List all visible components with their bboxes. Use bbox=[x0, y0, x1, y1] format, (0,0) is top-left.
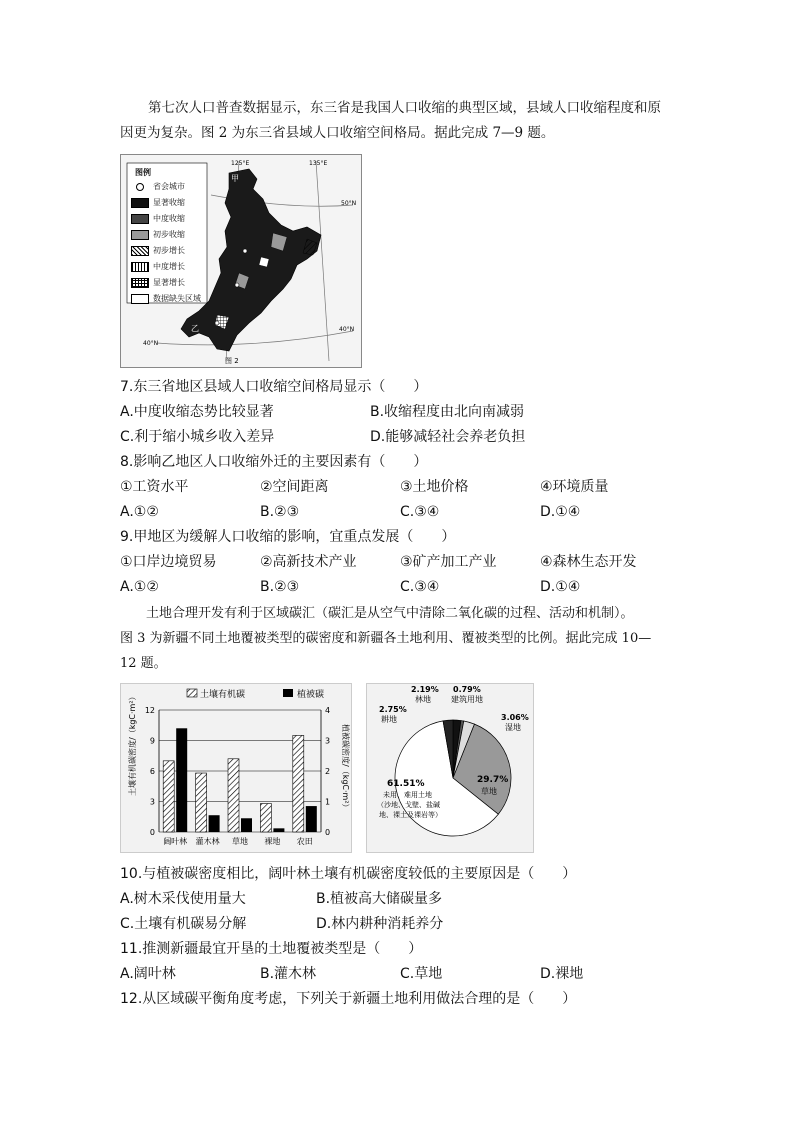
pie-label-crop: 耕地 bbox=[381, 715, 397, 724]
intro-paragraph-2 bbox=[120, 601, 680, 676]
q7-option-a[interactable]: A.中度收缩态势比较显著 bbox=[120, 404, 274, 420]
x-tick-label: 裸地 bbox=[264, 837, 281, 846]
capital-city-marker bbox=[235, 283, 239, 287]
y-tick-label-left: 9 bbox=[149, 736, 155, 746]
bar-soil-carbon bbox=[260, 804, 271, 832]
q9-factor-4: ④森林生态开发 bbox=[540, 554, 637, 570]
legend-swatch-soil-carbon bbox=[187, 689, 197, 697]
capital-city-marker bbox=[243, 249, 247, 253]
q7-option-c[interactable]: C.利于缩小城乡收入差异 bbox=[120, 429, 275, 445]
pie-label-build: 建筑用地 bbox=[451, 695, 483, 704]
q7-option-b[interactable]: B.收缩程度由北向南减弱 bbox=[370, 404, 525, 420]
x-tick-label: 灌木林 bbox=[195, 837, 220, 846]
q8-option-d[interactable]: D.①④ bbox=[540, 504, 581, 520]
intro-paragraph-1 bbox=[120, 96, 680, 146]
q10-option-b[interactable]: B.植被高大储碳量多 bbox=[316, 891, 443, 907]
bar-soil-carbon bbox=[163, 761, 174, 832]
legend-significant-shrink: 显著收缩 bbox=[131, 197, 185, 208]
legend-moderate-growth: 中度增长 bbox=[131, 261, 185, 272]
x-tick-label: 阔叶林 bbox=[163, 837, 188, 846]
legend-swatch-veg-carbon bbox=[283, 689, 293, 697]
x-tick-label: 草地 bbox=[232, 837, 248, 846]
question-9-stem: 9.甲地区为缓解人口收缩的影响，宜重点发展（ ） bbox=[120, 529, 456, 545]
bar-soil-carbon bbox=[196, 773, 207, 832]
q8-option-b[interactable]: B.②③ bbox=[260, 504, 300, 520]
meridian-135 bbox=[316, 161, 329, 361]
lat-label-50: 50°N bbox=[341, 200, 357, 207]
lat-label-40-left: 40°N bbox=[143, 340, 159, 347]
pie-label-unused-3: 地、裸土及裸岩等） bbox=[379, 811, 442, 819]
q9-factor-3: ③矿产加工产业 bbox=[400, 554, 497, 570]
bar-chart-svg bbox=[121, 684, 351, 852]
y-axis-title-left: 土壤有机碳密度/（kgC·m²） bbox=[128, 692, 137, 796]
pie-label-grass: 草地 bbox=[481, 787, 497, 796]
intro-2-line-3: 12 题。 bbox=[120, 656, 167, 671]
pie-label-forest: 林地 bbox=[415, 695, 431, 704]
pie-label-forest-pct: 2.19% bbox=[411, 685, 439, 694]
pie-label-unused-2: （沙地、戈壁、盐碱 bbox=[377, 801, 440, 809]
intro-2-line-2: 图 3 为新疆不同土地覆被类型的碳密度和新疆各土地利用、覆被类型的比例。据此完成 10— bbox=[120, 631, 652, 646]
question-8-stem: 8.影响乙地区人口收缩外迁的主要因素有（ ） bbox=[120, 454, 428, 470]
legend-title: 图例 bbox=[135, 168, 151, 177]
pie-label-unused-pct: 61.51% bbox=[387, 779, 425, 789]
q10-option-c[interactable]: C.土壤有机碳易分解 bbox=[120, 916, 247, 932]
q8-option-c[interactable]: C.③④ bbox=[400, 504, 440, 520]
q11-option-d[interactable]: D.裸地 bbox=[540, 966, 584, 982]
capital-city-marker bbox=[215, 321, 219, 325]
y-axis-title-right: 植被碳密度/（kgC·m²） bbox=[341, 724, 350, 812]
y-tick-label-left: 12 bbox=[144, 706, 155, 715]
question-11-stem: 11.推测新疆最宜开垦的土地覆被类型是（ ） bbox=[120, 941, 423, 957]
bar-veg-carbon bbox=[176, 728, 187, 832]
q9-factor-2: ②高新技术产业 bbox=[260, 554, 357, 570]
pie-chart-svg bbox=[367, 684, 533, 852]
intro-1-line-2: 因更为复杂。图 2 为东三省县域人口收缩空间格局。据此完成 7—9 题。 bbox=[120, 125, 555, 141]
legend-initial-shrink: 初步收缩 bbox=[131, 229, 185, 240]
q9-option-c[interactable]: C.③④ bbox=[400, 579, 440, 595]
q8-factor-4: ④环境质量 bbox=[540, 479, 609, 495]
bar-veg-carbon bbox=[306, 806, 317, 832]
legend-missing-data: 数据缺失区域 bbox=[131, 293, 201, 304]
y-tick-label-left: 3 bbox=[149, 797, 155, 807]
pie-label-wet-pct: 3.06% bbox=[501, 713, 529, 722]
q8-factor-3: ③土地价格 bbox=[400, 479, 469, 495]
q9-option-d[interactable]: D.①④ bbox=[540, 579, 581, 595]
pie-label-unused-1: 未用、难用土地 bbox=[383, 791, 432, 799]
capital-city-icon bbox=[136, 183, 144, 191]
pie-label-crop-pct: 2.75% bbox=[379, 705, 407, 714]
legend-capital-city: 省会城市 bbox=[131, 181, 185, 192]
q11-option-c[interactable]: C.草地 bbox=[400, 966, 443, 982]
bar-soil-carbon bbox=[293, 735, 304, 832]
map-label-yi: 乙 bbox=[191, 324, 199, 333]
y-tick-label-left: 6 bbox=[149, 767, 155, 776]
lon-label-125: 125°E bbox=[231, 160, 250, 167]
y-tick-label-right: 4 bbox=[325, 706, 331, 715]
y-tick-label-left: 0 bbox=[149, 828, 155, 837]
pie-label-grass-pct: 29.7% bbox=[477, 775, 509, 785]
lat-label-40-right: 40°N bbox=[339, 326, 355, 333]
carbon-density-bar-chart bbox=[120, 683, 352, 853]
question-12-stem: 12.从区域碳平衡角度考虑，下列关于新疆土地利用做法合理的是（ ） bbox=[120, 991, 577, 1007]
q10-option-a[interactable]: A.树木采伐使用量大 bbox=[120, 891, 246, 907]
bar-veg-carbon bbox=[273, 828, 284, 832]
q9-factor-1: ①口岸边境贸易 bbox=[120, 554, 217, 570]
q8-option-a[interactable]: A.①② bbox=[120, 504, 159, 520]
q11-option-b[interactable]: B.灌木林 bbox=[260, 966, 317, 982]
legend-initial-growth: 初步增长 bbox=[131, 245, 185, 256]
y-tick-label-right: 1 bbox=[325, 797, 331, 807]
legend-moderate-shrink: 中度收缩 bbox=[131, 213, 185, 224]
land-use-pie-chart bbox=[366, 683, 534, 853]
q11-option-a[interactable]: A.阔叶林 bbox=[120, 966, 176, 982]
x-tick-label: 农田 bbox=[296, 837, 313, 846]
q8-factor-2: ②空间距离 bbox=[260, 479, 329, 495]
bar-soil-carbon bbox=[228, 759, 239, 832]
y-tick-label-right: 0 bbox=[325, 828, 331, 837]
intro-1-line-1: 第七次人口普查数据显示，东三省是我国人口收缩的典型区域，县域人口收缩程度和原 bbox=[148, 100, 661, 116]
y-tick-label-right: 3 bbox=[325, 736, 331, 746]
lon-label-135: 135°E bbox=[309, 160, 328, 167]
legend-label-soil-carbon: 土壤有机碳 bbox=[200, 690, 246, 700]
intro-2-line-1: 土地合理开发有利于区域碳汇（碳汇是从空气中清除二氧化碳的过程、活动和机制）。 bbox=[146, 606, 634, 621]
question-10-stem: 10.与植被碳密度相比，阔叶林土壤有机碳密度较低的主要原因是（ ） bbox=[120, 866, 577, 882]
q9-option-a[interactable]: A.①② bbox=[120, 579, 159, 595]
pie-label-wet: 湿地 bbox=[505, 723, 521, 732]
population-map-figure bbox=[120, 154, 362, 368]
map-caption: 图 2 bbox=[225, 357, 239, 365]
q7-option-d[interactable]: D.能够减轻社会养老负担 bbox=[370, 429, 526, 445]
legend-significant-growth: 显著增长 bbox=[131, 277, 185, 288]
bar-veg-carbon bbox=[209, 815, 220, 832]
q8-factor-1: ①工资水平 bbox=[120, 479, 189, 495]
pie-label-build-pct: 0.79% bbox=[453, 685, 481, 694]
legend-label-veg-carbon: 植被碳 bbox=[297, 690, 325, 700]
q9-option-b[interactable]: B.②③ bbox=[260, 579, 300, 595]
question-7-stem: 7.东三省地区县域人口收缩空间格局显示（ ） bbox=[120, 379, 428, 395]
bar-veg-carbon bbox=[241, 818, 252, 832]
q10-option-d[interactable]: D.林内耕种消耗养分 bbox=[316, 916, 444, 932]
patch-missing-data bbox=[259, 257, 269, 267]
y-tick-label-right: 2 bbox=[325, 767, 331, 776]
map-label-jia: 甲 bbox=[231, 174, 239, 183]
